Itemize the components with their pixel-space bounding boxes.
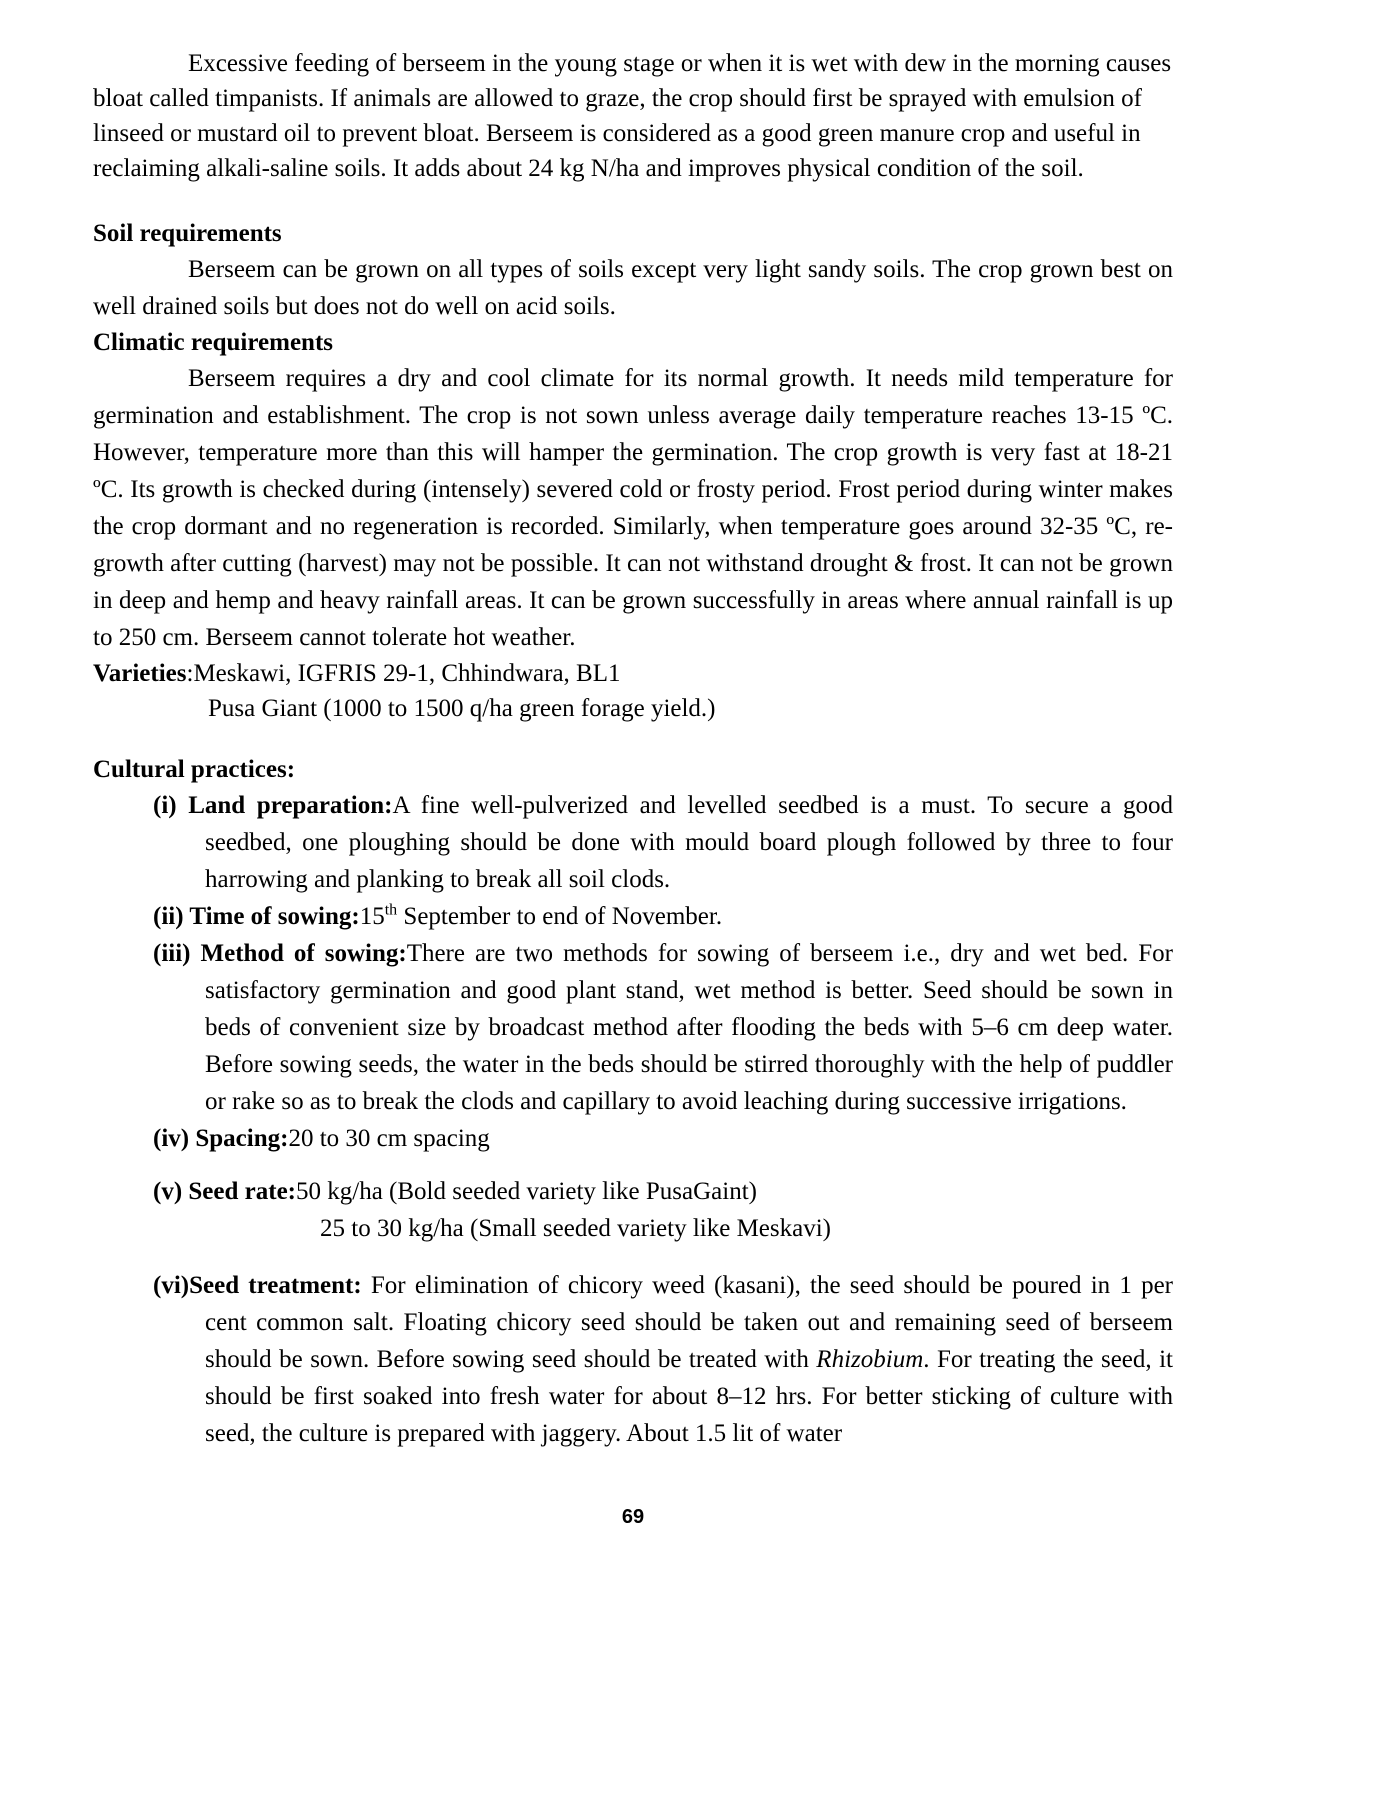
list-item-text: 50 kg/ha (Bold seeded variety like PusaGaint) <box>296 1178 757 1205</box>
varieties-line-2: Pusa Giant (1000 to 1500 q/ha green forage yield.) <box>208 695 716 722</box>
list-item-text: For elimination of chicory weed (kasani), the seed should be poured in 1 per cent common salt. Floating chicory seed should be taken out and remaining seed of berseem should be sown. Before sowing seed should be treated with <box>205 1272 1173 1373</box>
list-item-text: There are two methods for sowing of berseem i.e., dry and wet bed. For satisfactory germination and good plant stand, wet method is better. Seed should be sown in beds of convenient size by broadcast method after flooding the beds with 5–6 cm deep water. Before sowing seeds, the water in the beds should be stirred thoroughly with the help of puddler or rake so as to break the clods and capillary to avoid leaching during successive irrigations. <box>205 940 1173 1115</box>
cultural-practices-list <box>93 787 1173 1452</box>
seed-rate-line-2: 25 to 30 kg/ha (Small seeded variety like Meskavi) <box>320 1215 831 1242</box>
varieties-value: :Meskawi, IGFRIS 29-1, Chhindwara, BL1 <box>186 660 621 687</box>
list-item-text: A fine well-pulverized and levelled seedbed is a must. To secure a good seedbed, one ploughing should be done with mould board plough followed by three to four harrowing and planking to break all soil clods. <box>205 792 1173 893</box>
list-item-method-of-sowing <box>93 935 1173 1120</box>
page-number: 69 <box>621 1506 645 1528</box>
list-item-label: (i) Land preparation: <box>153 792 393 819</box>
varieties-line <box>93 656 1173 691</box>
list-item-text: September to end of November. <box>397 903 723 930</box>
paragraph-climatic: Berseem requires a dry and cool climate for its normal growth. It needs mild temperature for germination and establishment. The crop is not sown unless average daily temperature reaches 13-15 ºC. However, temperature more than this will hamper the germination. The crop growth is very fast at 18-21 ºC. Its growth is checked during (intensely) severed cold or frosty period. Frost period during winter makes the crop dormant and no regeneration is recorded. Similarly, when temperature goes around 32-35 ºC, re-growth after cutting (harvest) may not be possible. It can not withstand drought & frost. It can not be grown in deep and hemp and heavy rainfall areas. It can be grown successfully in areas where annual rainfall is up to 250 cm. Berseem cannot tolerate hot weather. <box>93 365 1173 651</box>
list-item-seed-rate <box>93 1173 1173 1210</box>
list-item-label: (iii) Method of sowing: <box>153 940 407 967</box>
varieties-label: Varieties <box>93 660 187 687</box>
list-item-label: (v) Seed rate: <box>153 1178 296 1205</box>
list-item-label: (ii) Time of sowing: <box>153 903 360 930</box>
italic-term: Rhizobium <box>816 1346 924 1373</box>
heading-cultural-practices: Cultural practices: <box>93 756 296 783</box>
list-item-label: (vi)Seed treatment: <box>153 1272 362 1299</box>
list-item-time-of-sowing <box>93 898 1173 935</box>
paragraph-soil: Berseem can be grown on all types of soils except very light sandy soils. The crop grown best on well drained soils but does not do well on acid soils. <box>93 256 1173 320</box>
heading-climatic-requirements: Climatic requirements <box>93 329 334 356</box>
list-item-spacing <box>93 1120 1173 1157</box>
list-item-text: 15 <box>359 903 385 930</box>
superscript-ordinal: th <box>384 901 398 919</box>
list-item-land-preparation <box>93 787 1173 898</box>
list-item-text: . For treating the seed, it should be first soaked into fresh water for about 8–12 hrs. For better sticking of culture with seed, the culture is prepared with jaggery. About 1.5 lit of water <box>205 1346 1173 1447</box>
document-content <box>93 46 1173 1530</box>
heading-soil-requirements: Soil requirements <box>93 220 282 247</box>
list-item-label: (iv) Spacing: <box>153 1125 289 1152</box>
list-item-text: 20 to 30 cm spacing <box>288 1125 490 1152</box>
paragraph-intro: Excessive feeding of berseem in the young stage or when it is wet with dew in the morning causes bloat called timpanists. If animals are allowed to graze, the crop should first be sprayed with emulsion of linseed or mustard oil to prevent bloat. Berseem is considered as a good green manure crop and useful in reclaiming alkali-saline soils. It adds about 24 kg N/ha and improves physical condition of the soil. <box>93 50 1172 182</box>
list-item-seed-treatment <box>93 1267 1173 1452</box>
